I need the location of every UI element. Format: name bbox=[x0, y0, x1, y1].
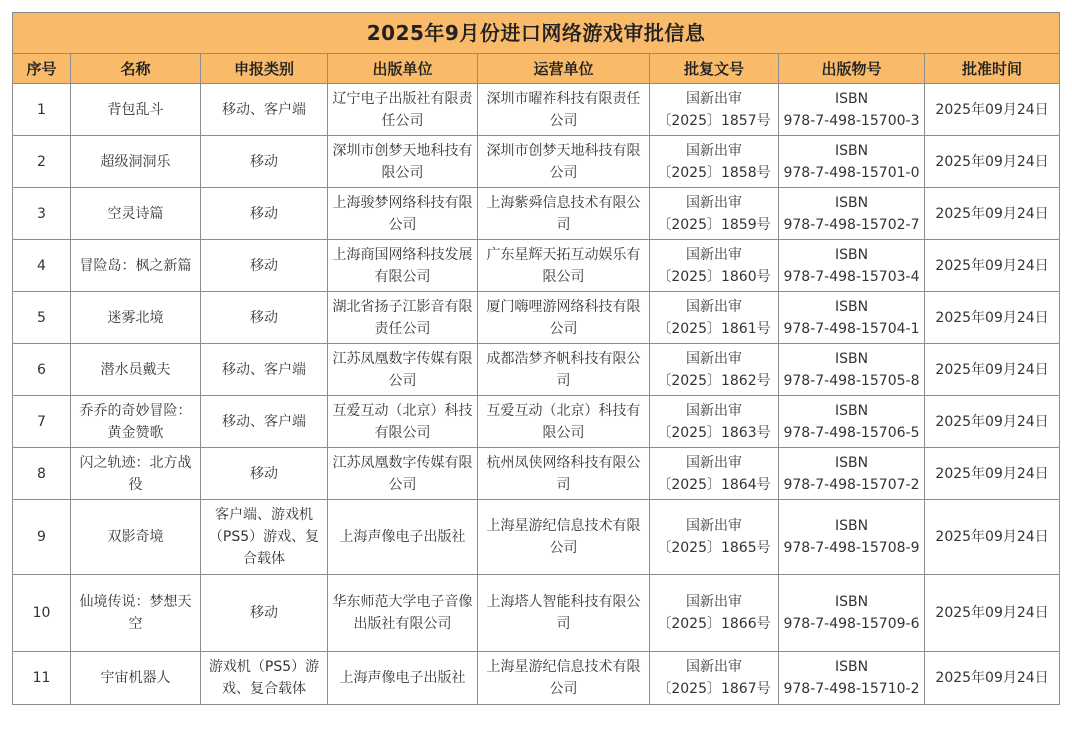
isbn-line2: 978-7-498-15703-4 bbox=[783, 268, 920, 285]
declared-category: 移动 bbox=[201, 188, 328, 240]
isbn-line2: 978-7-498-15709-6 bbox=[783, 616, 920, 632]
isbn-line1: ISBN bbox=[834, 518, 869, 534]
game-name: 空灵诗篇 bbox=[71, 188, 201, 240]
approval-date: 2025年09月24日 bbox=[925, 84, 1060, 136]
publisher: 上海商国网络科技发展有限公司 bbox=[328, 240, 478, 292]
isbn-line1: ISBN bbox=[834, 246, 869, 263]
declared-category: 移动、客户端 bbox=[201, 84, 328, 136]
game-name: 仙境传说：梦想天空 bbox=[71, 575, 201, 652]
approval-number-line1: 国新出审 bbox=[686, 518, 742, 534]
operator: 深圳市创梦天地科技有限公司 bbox=[478, 136, 650, 188]
approval-sheet bbox=[12, 12, 1059, 705]
col-header-number: 序号 bbox=[13, 54, 71, 84]
game-name: 背包乱斗 bbox=[71, 84, 201, 136]
operator: 互爱互动（北京）科技有限公司 bbox=[478, 396, 650, 448]
approval-date: 2025年09月24日 bbox=[925, 652, 1060, 705]
row-number: 6 bbox=[13, 344, 71, 396]
game-name: 双影奇境 bbox=[71, 500, 201, 575]
game-name: 超级洞洞乐 bbox=[71, 136, 201, 188]
approval-date: 2025年09月24日 bbox=[925, 240, 1060, 292]
approval-number bbox=[650, 292, 779, 344]
approval-number-line2: 〔2025〕1857号 bbox=[657, 112, 771, 129]
publisher: 上海骏梦网络科技有限公司 bbox=[328, 188, 478, 240]
declared-category: 移动 bbox=[201, 575, 328, 652]
approval-date: 2025年09月24日 bbox=[925, 575, 1060, 652]
approval-number-line1: 国新出审 bbox=[686, 246, 742, 263]
isbn-number bbox=[779, 240, 925, 292]
game-name: 闪之轨迹：北方战役 bbox=[71, 448, 201, 500]
table-row bbox=[13, 240, 1060, 292]
approval-number bbox=[650, 448, 779, 500]
approval-date: 2025年09月24日 bbox=[925, 136, 1060, 188]
isbn-line1: ISBN bbox=[834, 454, 869, 471]
publisher: 江苏凤凰数字传媒有限公司 bbox=[328, 448, 478, 500]
isbn-line2: 978-7-498-15707-2 bbox=[783, 476, 920, 493]
declared-category: 移动 bbox=[201, 240, 328, 292]
approval-number-line1: 国新出审 bbox=[686, 594, 742, 610]
approval-number-line2: 〔2025〕1867号 bbox=[657, 681, 771, 697]
approval-date: 2025年09月24日 bbox=[925, 448, 1060, 500]
col-header-category: 申报类别 bbox=[201, 54, 328, 84]
isbn-line1: ISBN bbox=[834, 194, 869, 211]
approval-number-line2: 〔2025〕1861号 bbox=[657, 320, 771, 337]
isbn-number bbox=[779, 292, 925, 344]
approval-number-line1: 国新出审 bbox=[686, 298, 742, 315]
game-name: 迷雾北境 bbox=[71, 292, 201, 344]
publisher: 湖北省扬子江影音有限责任公司 bbox=[328, 292, 478, 344]
operator: 上海星游纪信息技术有限公司 bbox=[478, 652, 650, 705]
col-header-operator: 运营单位 bbox=[478, 54, 650, 84]
isbn-number bbox=[779, 188, 925, 240]
declared-category: 移动 bbox=[201, 448, 328, 500]
game-name: 冒险岛：枫之新篇 bbox=[71, 240, 201, 292]
row-number: 11 bbox=[13, 652, 71, 705]
row-number: 10 bbox=[13, 575, 71, 652]
declared-category: 移动、客户端 bbox=[201, 396, 328, 448]
isbn-number bbox=[779, 575, 925, 652]
publisher: 互爱互动（北京）科技有限公司 bbox=[328, 396, 478, 448]
row-number: 5 bbox=[13, 292, 71, 344]
approval-number-line2: 〔2025〕1866号 bbox=[657, 616, 771, 632]
col-header-name: 名称 bbox=[71, 54, 201, 84]
isbn-line2: 978-7-498-15704-1 bbox=[783, 320, 920, 337]
approval-date: 2025年09月24日 bbox=[925, 396, 1060, 448]
approval-number bbox=[650, 84, 779, 136]
approval-number bbox=[650, 344, 779, 396]
row-number: 8 bbox=[13, 448, 71, 500]
approval-number-line1: 国新出审 bbox=[686, 350, 742, 367]
isbn-number bbox=[779, 652, 925, 705]
isbn-number bbox=[779, 84, 925, 136]
approval-number-line2: 〔2025〕1864号 bbox=[657, 476, 771, 493]
approval-table bbox=[12, 12, 1060, 705]
approval-number-line1: 国新出审 bbox=[686, 142, 742, 159]
approval-number-line2: 〔2025〕1863号 bbox=[657, 424, 771, 441]
operator: 上海星游纪信息技术有限公司 bbox=[478, 500, 650, 575]
table-row bbox=[13, 396, 1060, 448]
isbn-line1: ISBN bbox=[834, 594, 869, 610]
title-row bbox=[13, 13, 1060, 54]
operator: 上海塔人智能科技有限公司 bbox=[478, 575, 650, 652]
declared-category: 移动 bbox=[201, 292, 328, 344]
isbn-number bbox=[779, 448, 925, 500]
approval-number bbox=[650, 188, 779, 240]
isbn-line1: ISBN bbox=[834, 90, 869, 107]
game-name: 乔乔的奇妙冒险：黄金赞歌 bbox=[71, 396, 201, 448]
isbn-number bbox=[779, 136, 925, 188]
table-row bbox=[13, 84, 1060, 136]
approval-date: 2025年09月24日 bbox=[925, 500, 1060, 575]
isbn-number bbox=[779, 344, 925, 396]
approval-number-line1: 国新出审 bbox=[686, 454, 742, 471]
approval-number bbox=[650, 575, 779, 652]
row-number: 9 bbox=[13, 500, 71, 575]
approval-number bbox=[650, 652, 779, 705]
row-number: 1 bbox=[13, 84, 71, 136]
approval-date: 2025年09月24日 bbox=[925, 188, 1060, 240]
table-row bbox=[13, 500, 1060, 575]
isbn-line1: ISBN bbox=[834, 350, 869, 367]
row-number: 4 bbox=[13, 240, 71, 292]
row-number: 7 bbox=[13, 396, 71, 448]
approval-number bbox=[650, 240, 779, 292]
header-row bbox=[13, 54, 1060, 84]
approval-date: 2025年09月24日 bbox=[925, 292, 1060, 344]
declared-category: 移动 bbox=[201, 136, 328, 188]
isbn-line2: 978-7-498-15700-3 bbox=[783, 112, 920, 129]
isbn-line1: ISBN bbox=[834, 402, 869, 419]
game-name: 潜水员戴夫 bbox=[71, 344, 201, 396]
row-number: 2 bbox=[13, 136, 71, 188]
declared-category: 移动、客户端 bbox=[201, 344, 328, 396]
publisher: 上海声像电子出版社 bbox=[328, 652, 478, 705]
approval-number-line2: 〔2025〕1865号 bbox=[657, 540, 771, 556]
declared-category: 客户端、游戏机（PS5）游戏、复合载体 bbox=[201, 500, 328, 575]
approval-number bbox=[650, 500, 779, 575]
operator: 厦门嗨哩游网络科技有限公司 bbox=[478, 292, 650, 344]
table-row bbox=[13, 136, 1060, 188]
approval-number-line2: 〔2025〕1860号 bbox=[657, 268, 771, 285]
publisher: 辽宁电子出版社有限责任公司 bbox=[328, 84, 478, 136]
declared-category: 游戏机（PS5）游戏、复合载体 bbox=[201, 652, 328, 705]
table-row bbox=[13, 188, 1060, 240]
isbn-line2: 978-7-498-15706-5 bbox=[783, 424, 920, 441]
publisher: 华东师范大学电子音像出版社有限公司 bbox=[328, 575, 478, 652]
isbn-line2: 978-7-498-15705-8 bbox=[783, 372, 920, 389]
approval-number-line2: 〔2025〕1862号 bbox=[657, 372, 771, 389]
col-header-approval-date: 批准时间 bbox=[925, 54, 1060, 84]
isbn-number bbox=[779, 396, 925, 448]
table-row bbox=[13, 292, 1060, 344]
isbn-line1: ISBN bbox=[834, 142, 869, 159]
col-header-approval-number: 批复文号 bbox=[650, 54, 779, 84]
col-header-isbn: 出版物号 bbox=[779, 54, 925, 84]
table-title: 2025年9月份进口网络游戏审批信息 bbox=[13, 13, 1060, 54]
publisher: 上海声像电子出版社 bbox=[328, 500, 478, 575]
table-body bbox=[13, 84, 1060, 705]
approval-number-line2: 〔2025〕1859号 bbox=[657, 216, 771, 233]
approval-number-line1: 国新出审 bbox=[686, 194, 742, 211]
table-row bbox=[13, 344, 1060, 396]
approval-number-line1: 国新出审 bbox=[686, 659, 742, 675]
approval-number bbox=[650, 136, 779, 188]
operator: 成都浩梦齐帆科技有限公司 bbox=[478, 344, 650, 396]
isbn-line2: 978-7-498-15702-7 bbox=[783, 216, 920, 233]
operator: 广东星辉天拓互动娱乐有限公司 bbox=[478, 240, 650, 292]
row-number: 3 bbox=[13, 188, 71, 240]
isbn-line2: 978-7-498-15701-0 bbox=[783, 164, 920, 181]
table-row bbox=[13, 575, 1060, 652]
isbn-line2: 978-7-498-15710-2 bbox=[783, 681, 920, 697]
isbn-line1: ISBN bbox=[834, 659, 869, 675]
isbn-number bbox=[779, 500, 925, 575]
game-name: 宇宙机器人 bbox=[71, 652, 201, 705]
isbn-line2: 978-7-498-15708-9 bbox=[783, 540, 920, 556]
approval-number bbox=[650, 396, 779, 448]
publisher: 江苏凤凰数字传媒有限公司 bbox=[328, 344, 478, 396]
approval-date: 2025年09月24日 bbox=[925, 344, 1060, 396]
approval-number-line2: 〔2025〕1858号 bbox=[657, 164, 771, 181]
publisher: 深圳市创梦天地科技有限公司 bbox=[328, 136, 478, 188]
col-header-publisher: 出版单位 bbox=[328, 54, 478, 84]
table-row bbox=[13, 448, 1060, 500]
approval-number-line1: 国新出审 bbox=[686, 90, 742, 107]
operator: 上海紫舜信息技术有限公司 bbox=[478, 188, 650, 240]
operator: 深圳市曜祚科技有限责任公司 bbox=[478, 84, 650, 136]
approval-number-line1: 国新出审 bbox=[686, 402, 742, 419]
operator: 杭州凤侠网络科技有限公司 bbox=[478, 448, 650, 500]
isbn-line1: ISBN bbox=[834, 298, 869, 315]
table-row bbox=[13, 652, 1060, 705]
